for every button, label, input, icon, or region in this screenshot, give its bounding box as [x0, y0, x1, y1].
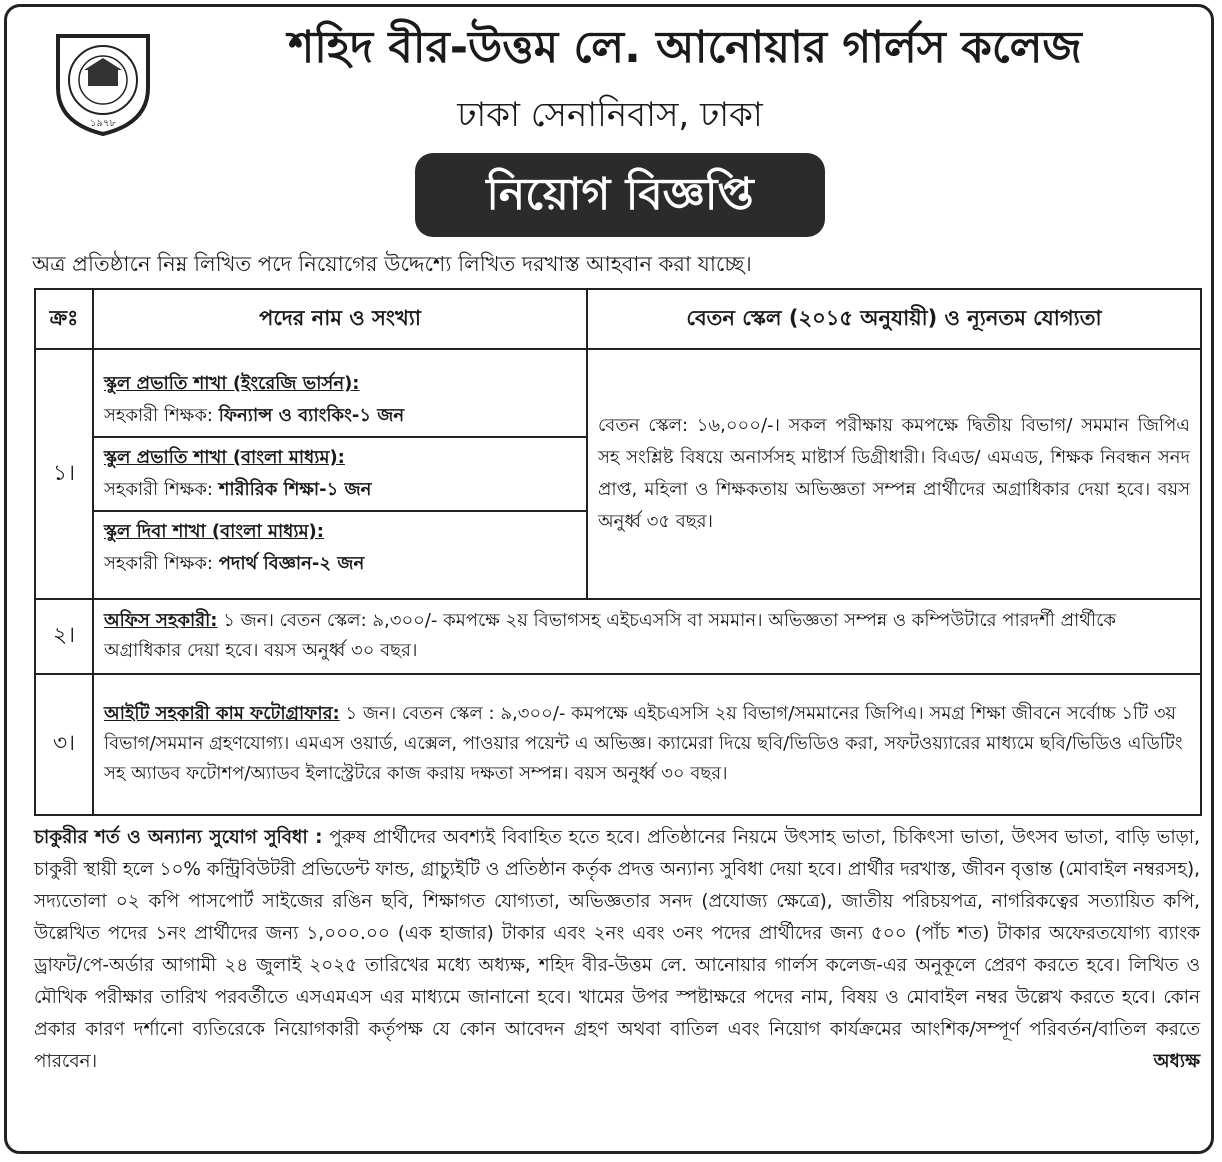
logo-year: ১৯৭৮: [90, 118, 116, 129]
header-serial: ক্রঃ: [35, 289, 93, 349]
row2-description: [93, 599, 1201, 674]
branch-heading: স্কুল প্রভাতি শাখা (ইংরেজি ভার্সন):: [104, 373, 360, 395]
row2-post-title: অফিস সহকারী:: [104, 610, 218, 632]
table-row: [35, 349, 1201, 598]
table-row: [35, 599, 1201, 674]
post-line: সহকারী শিক্ষক: পদার্থ বিজ্ঞান-২ জন: [104, 553, 365, 575]
college-logo-icon: [48, 28, 158, 138]
conditions-body: পুরুষ প্রার্থীদের অবশ্যই বিবাহিত হতে হবে। প্রতিষ্ঠানের নিয়মে উৎসাহ ভাতা, চিকিৎসা ভাতা, উৎসব ভাতা, বাড়ি ভাড়া, চাকুরী স্থায়ী হলে ১০% কন্ট্রিবিউটরী প্রভিডেন্ট ফান্ড, গ্রাচ্যুইটি ও প্রতিষ্ঠান কর্তৃক প্রদত্ত অন্যান্য সুবিধা দেয়া হবে। প্রার্থীর দরখাস্ত, জীবন বৃত্তান্ত (মোবাইল নম্বরসহ), সদ্যতোলা ০২ কপি পাসপোর্ট সাইজের রঙিন ছবি, শিক্ষাগত যোগ্যতা, অভিজ্ঞতার সনদ (প্রযোজ্য ক্ষেত্রে), জাতীয় পরিচয়পত্র, নাগরিকত্বের সত্যায়িত কপি, উল্লেখিত পদের ১নং প্রার্থীদের জন্য ১,০০০.০০ (এক হাজার) টাকার এবং ২নং এবং ৩নং পদের প্রার্থীদের জন্য ৫০০ (পাঁচ শত) টাকার অফেরতযোগ্য ব্যাংক ড্রাফট/পে-অর্ডার আগামী ২৪ জুলাই ২০২৫ তারিখের মধ্যে অধ্যক্ষ, শহিদ বীর-উত্তম লে. আনোয়ার গার্লস কলেজ-এর অনুকূলে প্রেরণ করতে হবে। লিখিত ও মৌখিক পরীক্ষার তারিখ পরবর্তীতে এসএমএস এর মাধ্যমে জানানো হবে। খামের উপর স্পষ্টাক্ষরে পদের নাম, বিষয় ও মোবাইল নম্বর উল্লেখ করতে হবে। কোন প্রকার কারণ দর্শানো ব্যতিরেকে নিয়োগকারী কর্তৃপক্ষ যে কোন আবেদন গ্রহণ অথবা বাতিল এবং নিয়োগ কার্যক্রমের আংশিক/সম্পূর্ণ পরিবর্তন/বাতিল করতে পারবেন।: [34, 827, 1200, 1072]
row3-description: [93, 674, 1201, 815]
row2-text: ১ জন। বেতন স্কেল: ৯,৩০০/- কমপক্ষে ২য় বিভাগসহ এইচএসসি বা সমমান। অভিজ্ঞতা সম্পন্ন ও কম্পিউটারে পারদর্শী প্রার্থীকে অগ্রাধিকার দেয়া হবে। বয়স অনুর্ধ্ব ৩০ বছর।: [104, 610, 1116, 662]
branch-heading: স্কুল প্রভাতি শাখা (বাংলা মাধ্যম):: [104, 447, 345, 469]
branch-english-version: [94, 364, 586, 438]
branch-heading: স্কুল দিবা শাখা (বাংলা মাধ্যম):: [104, 521, 324, 543]
row3-serial: ৩।: [35, 674, 93, 815]
row2-serial: ২।: [35, 599, 93, 674]
college-location: ঢাকা সেনানিবাস, ঢাকা: [457, 95, 763, 135]
branch-bangla-morning: [94, 438, 586, 512]
table-header-row: [35, 289, 1201, 349]
header-salary: বেতন স্কেল (২০১৫ অনুযায়ী) ও ন্যূনতম যোগ্যতা: [587, 289, 1201, 349]
post-line: সহকারী শিক্ষক: শারীরিক শিক্ষা-১ জন: [104, 479, 372, 501]
college-name: শহিদ বীর-উত্তম লে. আনোয়ার গার্লস কলেজ: [288, 22, 1082, 73]
row3-post-title: আইটি সহকারী কাম ফটোগ্রাফার:: [104, 703, 340, 725]
row1-qualification: বেতন স্কেল: ১৬,০০০/-। সকল পরীক্ষায় কমপক্ষে দ্বিতীয় বিভাগ/ সমমান জিপিএ সহ সংশ্লিষ্ট বিষয়ে অনার্সসহ মাষ্টার্স ডিগ্রীধারী। বিএড/ এমএড, শিক্ষক নিবন্ধন সনদ প্রাপ্ত, মহিলা ও শিক্ষকতায় অভিজ্ঞতা সম্পন্ন প্রার্থীদের অগ্রাধিকার দেয়া হবে। বয়স অনুর্ধ্ব ৩৫ বছর।: [587, 349, 1201, 598]
intro-text: অত্র প্রতিষ্ঠানে নিম্ন লিখিত পদে নিয়োগের উদ্দেশ্যে লিখিত দরখাস্ত আহবান করা যাচ্ছে।: [32, 252, 752, 276]
row1-serial: ১।: [35, 349, 93, 598]
header-post: পদের নাম ও সংখ্যা: [93, 289, 587, 349]
table-row: [35, 674, 1201, 815]
signature: অধ্যক্ষ: [1153, 1051, 1200, 1072]
posts-table: [34, 288, 1202, 816]
conditions-paragraph: [34, 822, 1200, 1078]
post-line: সহকারী শিক্ষক: ফিন্যান্স ও ব্যাংকিং-১ জন: [104, 405, 405, 427]
row3-text: ১ জন। বেতন স্কেল : ৯,৩০০/- কমপক্ষে এইচএসসি ২য় বিভাগ/সমমানের জিপিএ। সমগ্র শিক্ষা জীবনে সর্বোচ্চ ১টি ৩য় বিভাগ/সমমান গ্রহণযোগ্য। এমএস ওয়ার্ড, এক্সেল, পাওয়ার পয়েন্ট এ অভিজ্ঞ। ক্যামেরা দিয়ে ছবি/ভিডিও করা, সফটওয়্যারের মাধ্যমে ছবি/ভিডিও এডিটিং সহ অ্যাডব ফটোশপ/অ্যাডব ইলাস্ট্রেটরে কাজ করায় দক্ষতা সম্পন্ন। বয়স অনুর্ধ্ব ৩০ বছর।: [104, 703, 1183, 785]
notice-title-badge: নিয়োগ বিজ্ঞপ্তি: [415, 153, 825, 237]
conditions-heading: চাকুরীর শর্ত ও অন্যান্য সুযোগ সুবিধা :: [34, 827, 323, 848]
row1-posts: [93, 349, 587, 598]
branch-bangla-day: [94, 512, 586, 584]
